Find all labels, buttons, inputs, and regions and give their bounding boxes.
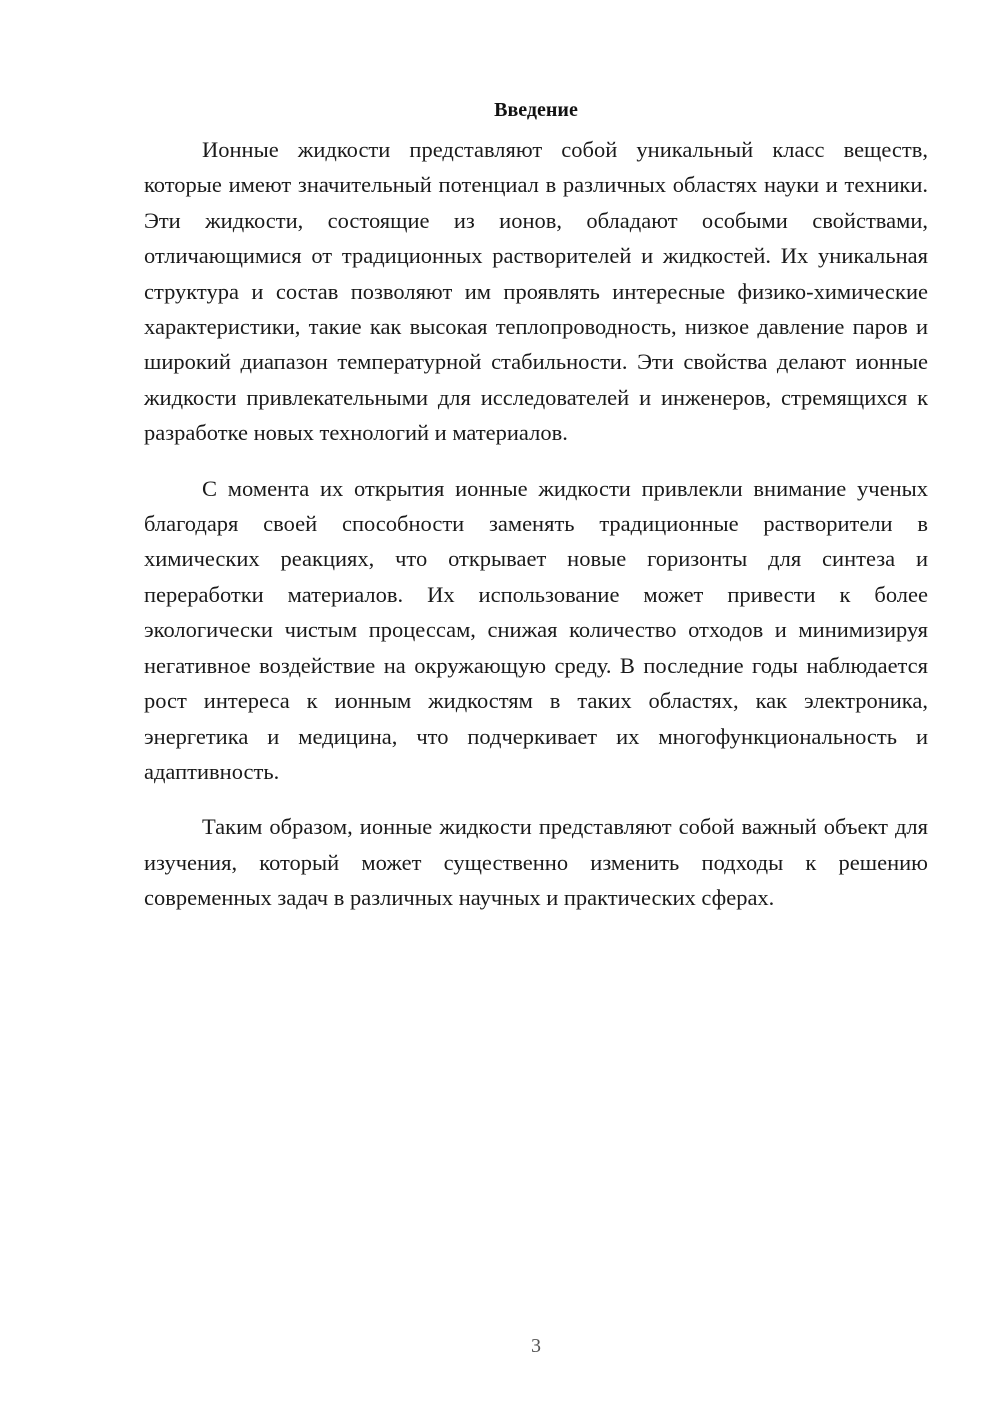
paragraph-1: Ионные жидкости представляют собой уникальный класс веществ, которые имеют значительный потенциал в различных областях науки и техники. Эти жидкости, состоящие из ионов, обладают особыми свойствами, отличающимися от традиционных растворителей и жидкостей. Их уникальная структура и состав позволяют им проявлять интересные физико-химические характеристики, такие как высокая теплопроводность, низкое давление паров и широкий диапазон температурной стабильности. Эти свойства делают ионные жидкости привлекательными для исследователей и инженеров, стремящихся к разработке новых технологий и материалов. (144, 137, 928, 446)
page-content (144, 92, 928, 936)
section-title: Введение (494, 99, 578, 121)
paragraph-3: Таким образом, ионные жидкости представляют собой важный объект для изучения, который может существенно изменить подходы к решению современных задач в различных научных и практических сферах. (144, 814, 928, 911)
paragraph-2: С момента их открытия ионные жидкости привлекли внимание ученых благодаря своей способности заменять традиционные растворители в химических реакциях, что открывает новые горизонты для синтеза и переработки материалов. Их использование может привести к более экологически чистым процессам, снижая количество отходов и минимизируя негативное воздействие на окружающую среду. В последние годы наблюдается рост интереса к ионным жидкостям в таких областях, как электроника, энергетика и медицина, что подчеркивает их многофункциональность и адаптивность. (144, 475, 928, 784)
page-number: 3 (531, 1335, 541, 1357)
